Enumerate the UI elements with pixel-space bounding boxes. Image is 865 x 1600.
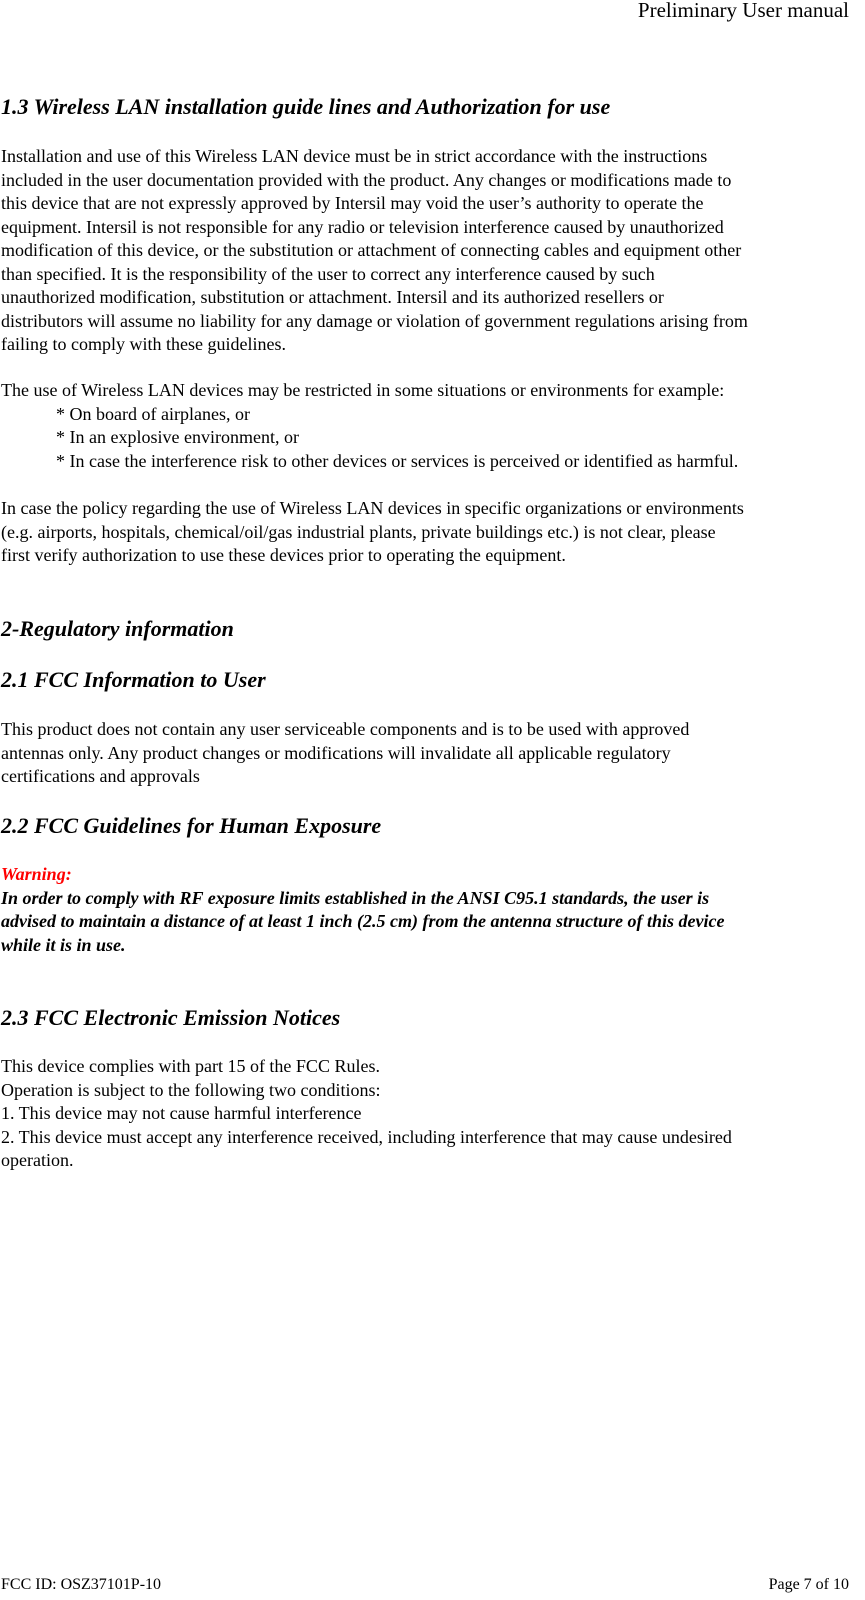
warning-line: advised to maintain a distance of at least 1 inch (2.5 cm) from the antenna structure of this device — [1, 911, 725, 931]
list-item: * In an explosive environment, or — [56, 427, 299, 447]
footer-page-number: Page 7 of 10 — [768, 1576, 849, 1593]
warning-line: while it is in use. — [1, 934, 126, 955]
section-1-3-heading: 1.3 Wireless LAN installation guide lines and Authorization for use — [1, 94, 611, 119]
text-line: antennas only. Any product changes or modifications will invalidate all applicable regulatory — [1, 742, 671, 763]
list-item: * In case the interference risk to other devices or services is perceived or identified as harmful. — [56, 450, 739, 471]
text-line: than specified. It is the responsibility of the user to correct any interference caused by such — [1, 263, 655, 284]
text-line: This product does not contain any user serviceable components and is to be used with approved — [1, 719, 690, 739]
text-line: 2. This device must accept any interference received, including interference that may cause undesired — [1, 1126, 732, 1147]
text-line: (e.g. airports, hospitals, chemical/oil/gas industrial plants, private buildings etc.) is not clear, please — [1, 521, 716, 542]
text-line: included in the user documentation provided with the product. Any changes or modifications made to — [1, 169, 732, 190]
text-line: first verify authorization to use these devices prior to operating the equipment. — [1, 545, 566, 565]
text-line: modification of this device, or the substitution or attachment of connecting cables and equipment other — [1, 240, 742, 260]
text-line: equipment. Intersil is not responsible for any radio or television interference caused by unauthorized — [1, 216, 724, 237]
text-line: operation. — [1, 1150, 74, 1170]
warning-line: In order to comply with RF exposure limits established in the ANSI C95.1 standards, the user is — [1, 887, 710, 908]
page-header: Preliminary User manual — [637, 0, 849, 22]
section-2-3-paragraph — [1, 1055, 865, 1173]
text-line: this device that are not expressly approved by Intersil may void the user’s authority to operate the — [1, 193, 704, 213]
text-line: The use of Wireless LAN devices may be restricted in some situations or environments for example: — [1, 380, 725, 400]
section-2-1-heading: 2.1 FCC Information to User — [1, 667, 266, 692]
warning-block — [1, 863, 865, 957]
text-line: Installation and use of this Wireless LAN device must be in strict accordance with the instructions — [1, 146, 708, 166]
warning-label: Warning: — [1, 864, 72, 884]
section-1-3-paragraph-2 — [1, 379, 865, 473]
section-2-3-heading: 2.3 FCC Electronic Emission Notices — [1, 1005, 341, 1030]
section-1-3-paragraph-3 — [1, 497, 865, 568]
text-line: 1. This device may not cause harmful interference — [1, 1103, 362, 1123]
section-1-3-paragraph-1 — [1, 145, 865, 357]
section-2-2-heading: 2.2 FCC Guidelines for Human Exposure — [1, 813, 382, 838]
text-line: This device complies with part 15 of the FCC Rules. — [1, 1056, 380, 1076]
text-line: failing to comply with these guidelines. — [1, 334, 286, 354]
text-line: In case the policy regarding the use of Wireless LAN devices in specific organizations or environments — [1, 498, 744, 518]
text-line: unauthorized modification, substitution or attachment. Intersil and its authorized resellers or — [1, 287, 664, 307]
text-line: Operation is subject to the following two conditions: — [1, 1079, 381, 1100]
list-item: * On board of airplanes, or — [56, 403, 250, 424]
footer-fcc-id: FCC ID: OSZ37101P-10 — [1, 1576, 162, 1593]
section-2-1-paragraph — [1, 718, 865, 789]
text-line: distributors will assume no liability for any damage or violation of government regulations arising from — [1, 310, 748, 331]
section-2-heading: 2-Regulatory information — [1, 616, 234, 641]
text-line: certifications and approvals — [1, 766, 200, 786]
